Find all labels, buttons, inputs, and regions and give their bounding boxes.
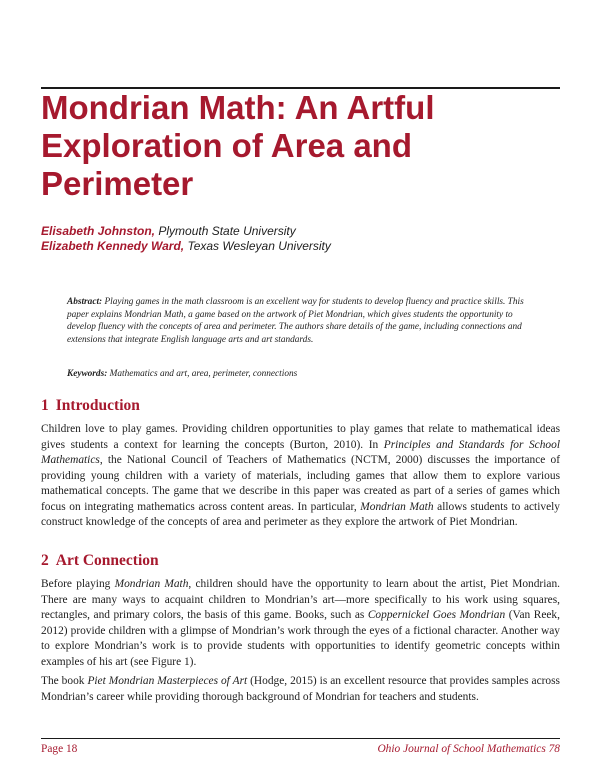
section-title: Art Connection	[55, 552, 159, 569]
section-heading-introduction	[41, 397, 140, 415]
text-run: , the National Council of Teachers of Mathematics (NCTM, 2000) discusses the importance of providing young children with a variety of materials, including games that allow them to explore various mathematical concepts. The game that we describe in this paper was created as part of a series of games which focus on integrating mathematics across content areas. In particular,	[41, 454, 560, 513]
journal-name: Ohio Journal of School Mathematics 78	[377, 743, 560, 755]
author-affiliation: Plymouth State University	[158, 224, 296, 238]
author-affiliation: Texas Wesleyan University	[187, 239, 331, 253]
art-connection-paragraph	[41, 674, 560, 705]
text-run: Before playing	[41, 578, 115, 590]
book-title: Piet Mondrian Masterpieces of Art	[87, 675, 248, 687]
keywords	[67, 368, 537, 381]
author-name: Elisabeth Johnston,	[41, 224, 156, 238]
author-line	[41, 239, 560, 254]
text-run: Children love to play games. Providing children opportunities to play games that relate to mathematical ideas gives students a context for learning the concepts (Burton, 2010). In	[41, 423, 560, 451]
section-number: 1	[41, 397, 49, 414]
abstract	[67, 296, 537, 346]
section-number: 2	[41, 552, 49, 569]
section-title: Introduction	[55, 397, 140, 414]
section-heading-art-connection	[41, 552, 159, 570]
game-title: Mondrian Math	[114, 578, 189, 590]
introduction-paragraph	[41, 422, 560, 531]
author-name: Elizabeth Kennedy Ward,	[41, 239, 185, 253]
page-number: Page 18	[41, 743, 78, 755]
author-list	[41, 224, 560, 254]
text-run: (Hodge, 2015) is an excellent resource that provides samples across Mondrian’s career while providing thorough background of Mondrian for teachers and students.	[41, 675, 560, 703]
text-run: allows students to actively construct knowledge of the concepts of area and perimeter as they explore the artwork of Piet Mondrian.	[41, 500, 560, 528]
paper-title: Mondrian Math: An Artful Exploration of Area and Perimeter	[41, 89, 435, 202]
footer-rule	[41, 738, 560, 739]
game-title: Mondrian Math	[360, 500, 434, 513]
abstract-label: Abstract:	[67, 297, 103, 307]
book-title: Principles and Standards for School Mathematics	[41, 438, 560, 466]
keywords-text: Mathematics and art, area, perimeter, connections	[109, 369, 298, 379]
keywords-label: Keywords:	[67, 369, 108, 379]
text-run: , children should have the opportunity to learn about the artist, Piet Mondrian. There are many ways to acquaint children to Mondrian’s art—more specifically to his work using squares, rectangles, and primary colors, the basis of this game. Books, such as	[41, 578, 560, 621]
art-connection-paragraph	[41, 577, 560, 670]
text-run: (Van Reek, 2012) provide children with a glimpse of Mondrian’s work through the eyes of a fictional character. Another way to explore Mondrian’s work is to provide students with opportunities to identify geometric concepts within examples of his art (see Figure 1).	[41, 609, 560, 668]
author-line	[41, 224, 560, 239]
abstract-text: Playing games in the math classroom is an excellent way for students to develop fluency and practice skills. This paper explains Mondrian Math, a game based on the artwork of Piet Mondrian, which gives students the opportunity to develop fluency with the concepts of area and perimeter. The authors share details of the game, including connections and extensions that integrate English language arts and art standards.	[67, 297, 524, 345]
book-title: Coppernickel Goes Mondrian	[367, 609, 506, 621]
text-run: The book	[41, 675, 88, 687]
